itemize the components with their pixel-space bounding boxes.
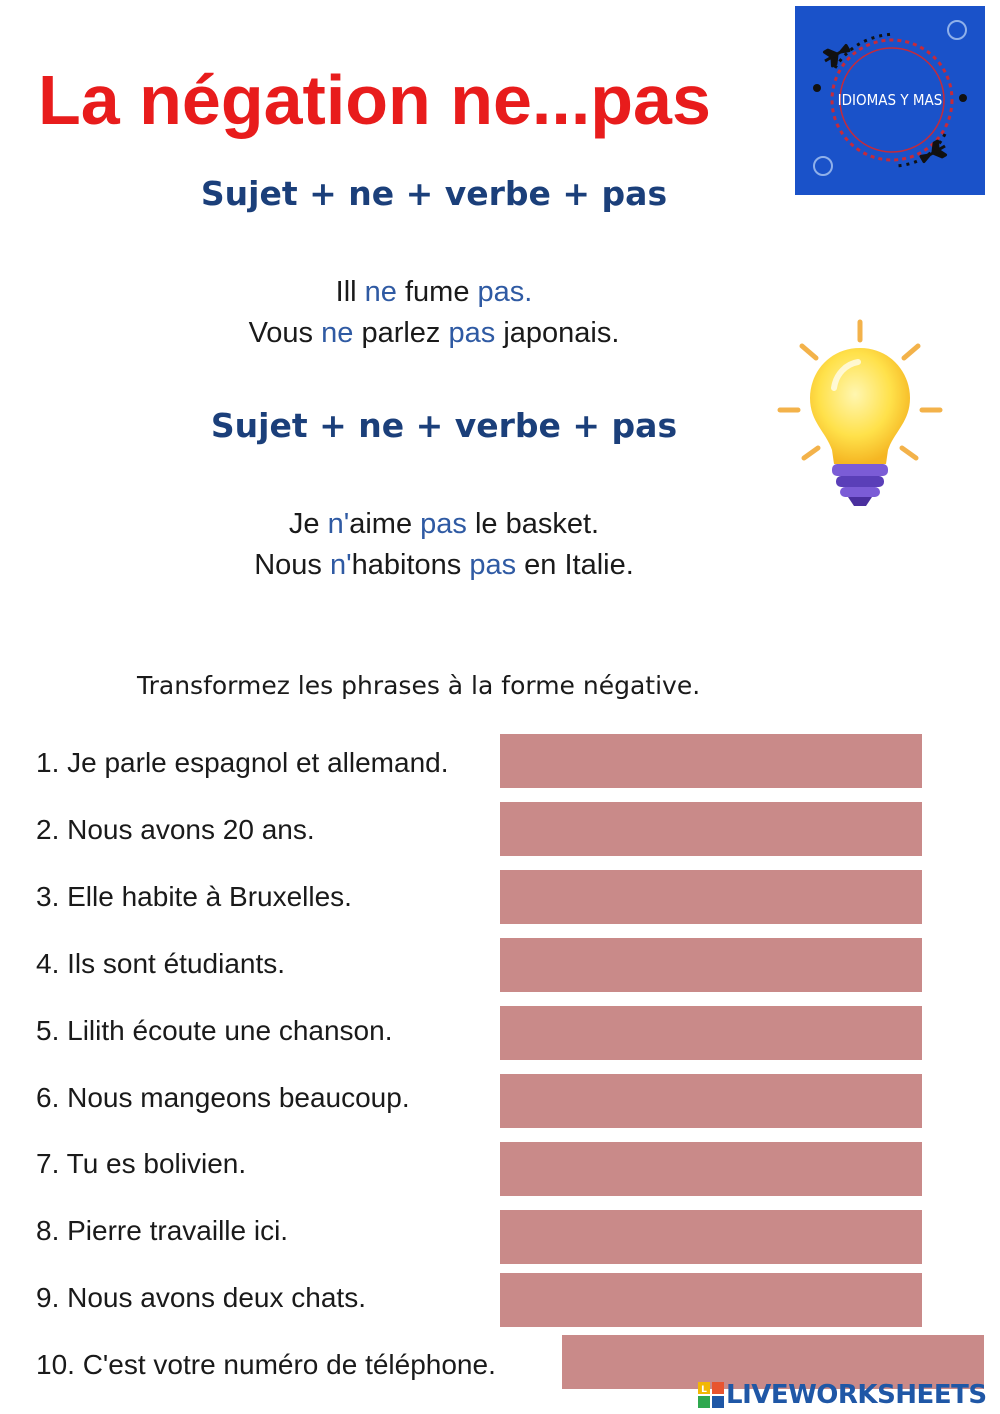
svg-text:L: L (701, 1385, 707, 1395)
question-label-4: 4. Ils sont étudiants. (36, 948, 286, 979)
liveworksheets-badge-icon (698, 1382, 724, 1408)
page-title: La négation ne...pas (38, 61, 711, 139)
answer-input-7[interactable] (500, 1142, 922, 1196)
liveworksheets-brand: LIVEWORKSHEETS (726, 1380, 987, 1410)
answer-input-9[interactable] (500, 1273, 922, 1327)
instruction-text: Transformez les phrases à la forme négative. (137, 671, 701, 700)
question-label-1: 1. Je parle espagnol et allemand. (36, 747, 449, 778)
answer-input-4[interactable] (500, 938, 922, 992)
answer-input-8[interactable] (500, 1210, 922, 1264)
question-label-2: 2. Nous avons 20 ans. (36, 814, 315, 845)
example-line: Nous n'habitons pas en Italie. (254, 549, 634, 581)
question-label-8: 8. Pierre travaille ici. (36, 1215, 289, 1246)
question-label-6: 6. Nous mangeons beaucoup. (36, 1082, 410, 1113)
answer-input-1[interactable] (500, 734, 922, 788)
question-label-3: 3. Elle habite à Bruxelles. (36, 881, 352, 912)
answer-input-2[interactable] (500, 802, 922, 856)
formula-1: Sujet + ne + verbe + pas (200, 174, 668, 213)
logo-text: IDIOMAS Y MAS (837, 91, 943, 109)
question-label-5: 5. Lilith écoute une chanson. (36, 1015, 393, 1046)
example-line: Ill ne fume pas. (335, 276, 533, 308)
formula-2: Sujet + ne + verbe + pas (210, 406, 678, 445)
example-line: Je n'aime pas le basket. (288, 508, 600, 540)
answer-input-6[interactable] (500, 1074, 922, 1128)
liveworksheets-footer (698, 1380, 987, 1410)
example-line: Vous ne parlez pas japonais. (248, 317, 620, 349)
question-label-9: 9. Nous avons deux chats. (36, 1282, 366, 1313)
question-label-7: 7. Tu es bolivien. (36, 1148, 247, 1179)
question-label-10: 10. C'est votre numéro de téléphone. (36, 1349, 496, 1380)
answer-input-3[interactable] (500, 870, 922, 924)
answer-input-5[interactable] (500, 1006, 922, 1060)
